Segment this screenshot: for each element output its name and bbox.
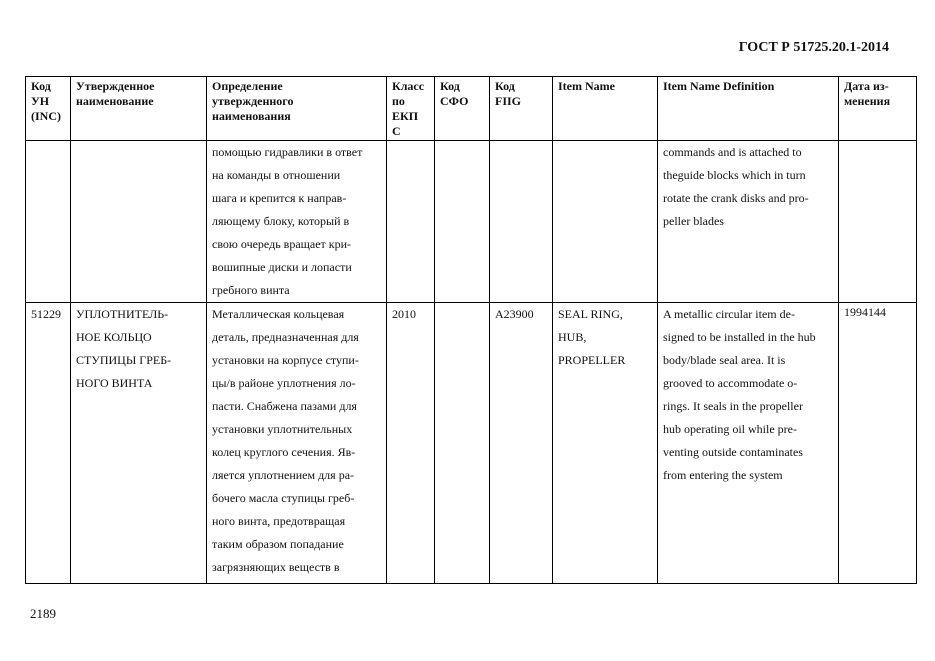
header-text-line: УН bbox=[31, 94, 50, 108]
header-text-line: Утвержденное bbox=[76, 79, 155, 93]
cell-ekps-class bbox=[387, 141, 435, 303]
cell-text-line: 2010 bbox=[392, 307, 416, 321]
cell-change-date bbox=[839, 303, 917, 584]
cell-item-name-definition bbox=[658, 141, 839, 303]
cell-text-line: Металлическая кольцевая bbox=[212, 307, 345, 321]
header-approved-name bbox=[71, 77, 207, 141]
header-text-line: (INC) bbox=[31, 109, 61, 123]
table-row bbox=[26, 141, 917, 303]
cell-text-line: НОЕ КОЛЬЦО bbox=[76, 330, 152, 344]
cell-text-line: установки на корпусе ступи- bbox=[212, 353, 359, 367]
header-text-line: Код bbox=[440, 79, 460, 93]
cell-text-line: PROPELLER bbox=[558, 353, 626, 367]
header-text-line: FIIG bbox=[495, 94, 522, 108]
header-text-line: ЕКП bbox=[392, 109, 419, 123]
header-text-line: С bbox=[392, 124, 401, 138]
header-inc-code bbox=[26, 77, 71, 141]
cell-approved-name bbox=[71, 141, 207, 303]
cell-fiig-code bbox=[490, 141, 553, 303]
cell-text-line: загрязняющих веществ в bbox=[212, 560, 340, 574]
cell-change-date bbox=[839, 141, 917, 303]
cell-text-line: grooved to accommodate o- bbox=[663, 376, 798, 390]
header-name-definition bbox=[207, 77, 387, 141]
header-text-line: наименование bbox=[76, 94, 154, 108]
header-text-line: Дата из- bbox=[844, 79, 889, 93]
cell-text-line: A metallic circular item de- bbox=[663, 307, 795, 321]
table-row bbox=[26, 303, 917, 584]
cell-text-line: ляющему блоку, который в bbox=[212, 214, 350, 228]
header-text-line: Класс bbox=[392, 79, 425, 93]
cell-text-line: СТУПИЦЫ ГРЕБ- bbox=[76, 353, 172, 367]
cell-sfo-code bbox=[435, 141, 490, 303]
cell-name-definition bbox=[207, 141, 387, 303]
cell-text-line: бочего масла ступицы греб- bbox=[212, 491, 355, 505]
header-change-date bbox=[839, 77, 917, 141]
cell-text-line: цы/в районе уплотнения ло- bbox=[212, 376, 356, 390]
cell-text-line: шага и крепится к направ- bbox=[212, 191, 347, 205]
cell-text-line: НОГО ВИНТА bbox=[76, 376, 153, 390]
cell-text-line: ляется уплотнением для ра- bbox=[212, 468, 355, 482]
cell-inc-code bbox=[26, 303, 71, 584]
item-name-table bbox=[25, 76, 917, 584]
cell-text-line: signed to be installed in the hub bbox=[663, 330, 816, 344]
cell-text-line: 1994144 bbox=[844, 305, 886, 319]
header-text-line: по bbox=[392, 94, 405, 108]
cell-text-line: ного винта, предотвращая bbox=[212, 514, 346, 528]
cell-text-line: rings. It seals in the propeller bbox=[663, 399, 803, 413]
cell-text-line: commands and is attached to bbox=[663, 145, 802, 159]
header-text-line: Код bbox=[31, 79, 51, 93]
cell-ekps-class bbox=[387, 303, 435, 584]
cell-text-line: SEAL RING, bbox=[558, 307, 623, 321]
cell-text-line: таким образом попадание bbox=[212, 537, 344, 551]
cell-text-line: hub operating oil while pre- bbox=[663, 422, 797, 436]
cell-text-line: помощью гидравлики в ответ bbox=[212, 145, 363, 159]
cell-text-line: вошипные диски и лопасти bbox=[212, 260, 352, 274]
cell-text-line: from entering the system bbox=[663, 468, 783, 482]
cell-text-line: 51229 bbox=[31, 307, 61, 321]
cell-approved-name bbox=[71, 303, 207, 584]
cell-name-definition bbox=[207, 303, 387, 584]
header-text-line: Код bbox=[495, 79, 515, 93]
header-text-line: Item Name Definition bbox=[663, 79, 775, 93]
cell-text-line: peller blades bbox=[663, 214, 724, 228]
document-header: ГОСТ Р 51725.20.1-2014 bbox=[738, 40, 889, 55]
header-text-line: Определение bbox=[212, 79, 283, 93]
cell-inc-code bbox=[26, 141, 71, 303]
header-fiig-code bbox=[490, 77, 553, 141]
header-ekps-class bbox=[387, 77, 435, 141]
cell-text-line: HUB, bbox=[558, 330, 587, 344]
header-text-line: СФО bbox=[440, 94, 469, 108]
header-item-name-definition bbox=[658, 77, 839, 141]
cell-sfo-code bbox=[435, 303, 490, 584]
header-row bbox=[26, 77, 917, 141]
cell-text-line: пасти. Снабжена пазами для bbox=[212, 399, 357, 413]
cell-fiig-code bbox=[490, 303, 553, 584]
cell-text-line: колец круглого сечения. Яв- bbox=[212, 445, 356, 459]
cell-text-line: на команды в отношении bbox=[212, 168, 341, 182]
cell-item-name bbox=[553, 141, 658, 303]
cell-item-name bbox=[553, 303, 658, 584]
header-text-line: утвержденного bbox=[212, 94, 294, 108]
header-item-name bbox=[553, 77, 658, 141]
cell-text-line: установки уплотнительных bbox=[212, 422, 353, 436]
cell-text-line: гребного винта bbox=[212, 283, 290, 297]
cell-text-line: venting outside contaminates bbox=[663, 445, 803, 459]
cell-text-line: rotate the crank disks and pro- bbox=[663, 191, 809, 205]
page-number: 2189 bbox=[30, 606, 56, 621]
cell-text-line: body/blade seal area. It is bbox=[663, 353, 786, 367]
cell-text-line: A23900 bbox=[495, 307, 534, 321]
cell-text-line: theguide blocks which in turn bbox=[663, 168, 806, 182]
cell-text-line: свою очередь вращает кри- bbox=[212, 237, 352, 251]
header-sfo-code bbox=[435, 77, 490, 141]
header-text-line: Item Name bbox=[558, 79, 615, 93]
header-text-line: менения bbox=[844, 94, 891, 108]
cell-text-line: УПЛОТНИТЕЛЬ- bbox=[76, 307, 169, 321]
header-text-line: наименования bbox=[212, 109, 291, 123]
cell-text-line: деталь, предназначенная для bbox=[212, 330, 359, 344]
cell-item-name-definition bbox=[658, 303, 839, 584]
